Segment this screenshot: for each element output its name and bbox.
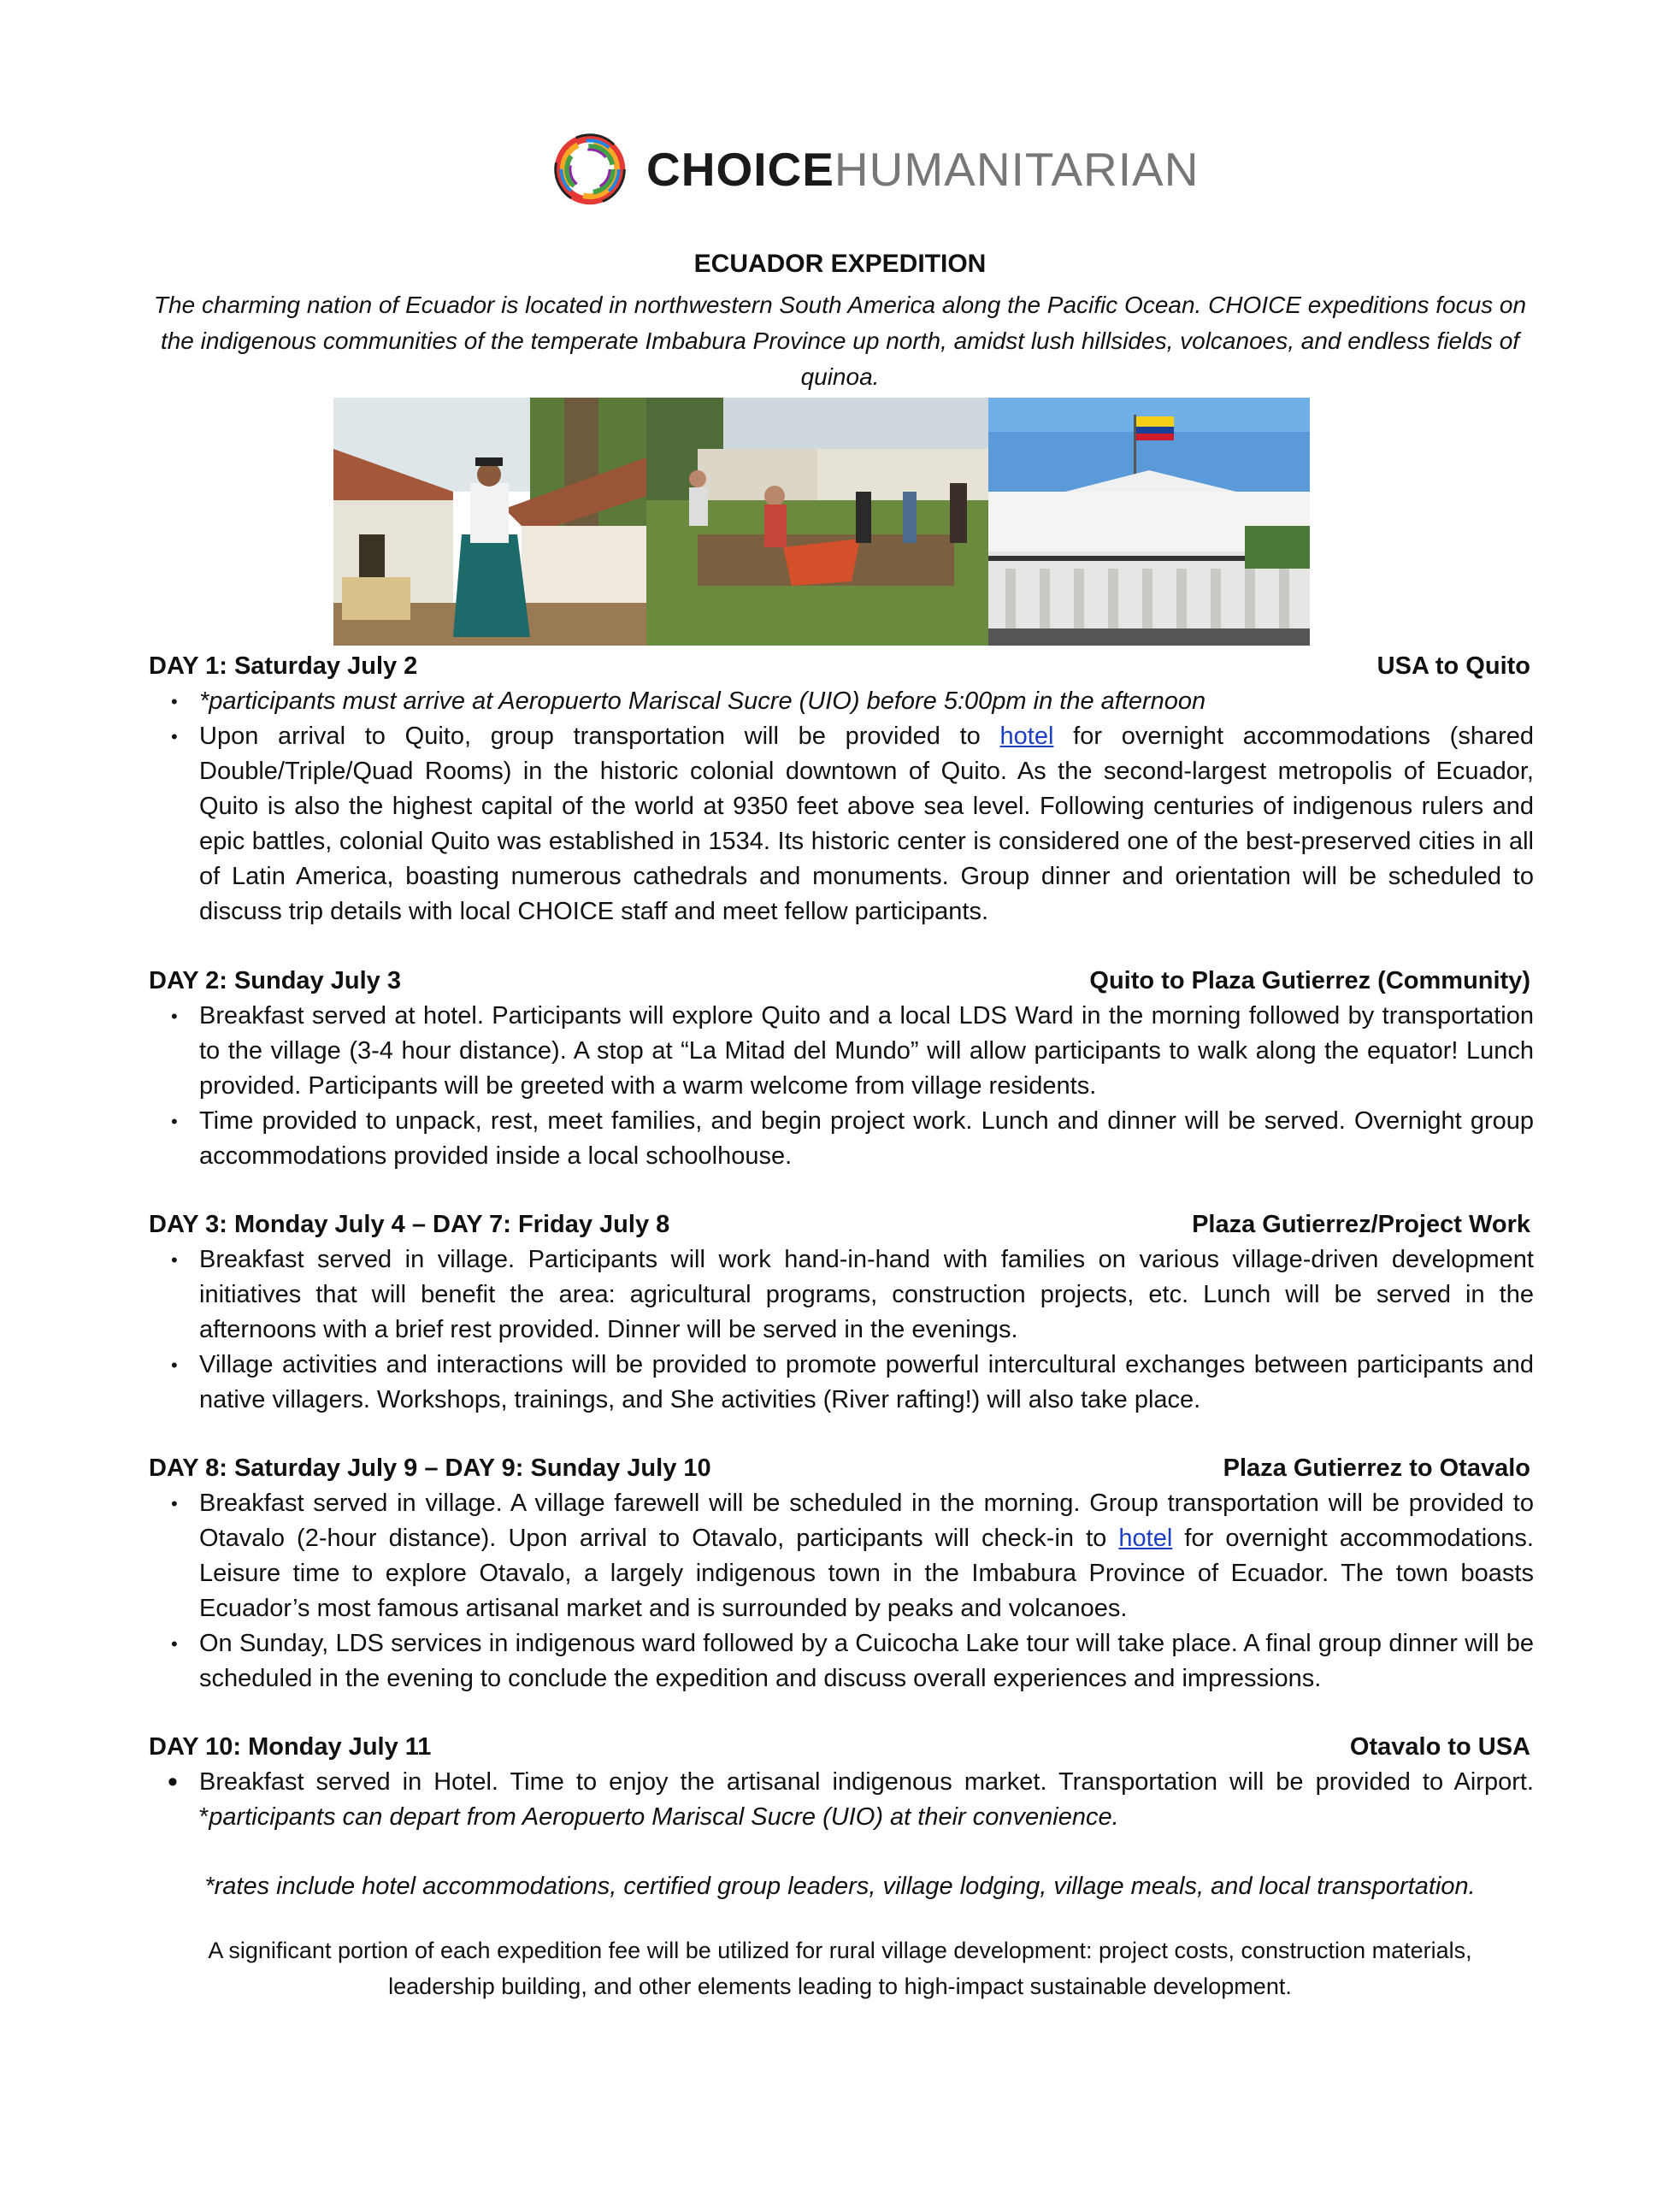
day-title: DAY 2: Sunday July 3 [149,967,401,994]
day-heading [149,1729,1534,1765]
day-title: DAY 10: Monday July 11 [149,1733,432,1761]
list-item [149,719,1534,929]
logo-wordmark-light: HUMANITARIAN [834,143,1200,196]
photo-village-woman [333,398,646,646]
day-route: USA to Quito [1376,652,1530,680]
bullet-icon: • [171,691,178,712]
logo-wordmark [646,142,1199,197]
bullet-text: Breakfast served in Hotel. Time to enjoy the artisanal indigenous market. Transportation will be provided to Airport. * [199,1768,1534,1831]
day-title: DAY 8: Saturday July 9 – DAY 9: Sunday July 10 [149,1454,711,1482]
list-item [149,1626,1534,1696]
day-bullets [149,1242,1534,1418]
list-item [149,999,1534,1104]
bullet-text: Village activities and interactions will be provided to promote powerful intercultural exchanges between participants and native villagers. Workshops, trainings, and She activities (River rafting!) will also take place. [199,1351,1534,1413]
day-route: Plaza Gutierrez/Project Work [1192,1211,1530,1238]
day-1-section [149,648,1534,929]
day-heading [149,1450,1534,1486]
day-bullets [149,684,1534,929]
page-title: ECUADOR EXPEDITION [693,250,987,278]
bullet-text: *participants must arrive at Aeropuerto Mariscal Sucre (UIO) before 5:00pm in the afternoon [199,687,1206,715]
day-2-section [149,963,1534,1174]
list-item [149,1104,1534,1174]
hotel-link[interactable]: hotel [999,723,1054,750]
bullet-text: Breakfast served in village. A village farewell will be scheduled in the morning. Group transportation will be provided to Otavalo (2-hour distance). Upon arrival to Otavalo, participants will check-in to [199,1490,1534,1552]
bullet-text-continued: for overnight accommodations (shared Double/Triple/Quad Rooms) in the historic colonial downtown of Quito. As the second-largest metropolis of Ecuador, Quito is also the highest capital of the world at 9350 feet above sea level. Following centuries of indigenous rulers and epic battles, colonial Quito was established in 1534. Its historic center is considered one of the best-preserved cities in all of Latin America, boasting numerous cathedrals and monuments. Group dinner and orientation will be scheduled to discuss trip details with local CHOICE staff and meet fellow participants. [199,723,1534,925]
list-item [149,1486,1534,1626]
photo-quito-palace [988,398,1310,646]
day-title: DAY 3: Monday July 4 – DAY 7: Friday July 8 [149,1211,670,1238]
bullet-icon: • [171,1111,178,1132]
list-item [149,1765,1534,1835]
bullet-icon: • [171,1354,178,1376]
list-item [149,1348,1534,1418]
day-heading [149,1207,1534,1242]
day-title: DAY 1: Saturday July 2 [149,652,418,680]
photo-strip [333,398,1310,646]
choice-humanitarian-logo [549,127,1199,212]
day-bullets [149,1765,1534,1835]
bullet-text-italic: participants can depart from Aeropuerto Mariscal Sucre (UIO) at their convenience. [209,1803,1119,1831]
bullet-icon: • [171,1249,178,1271]
bullet-text: On Sunday, LDS services in indigenous ward followed by a Cuicocha Lake tour will take place. A final group dinner will be scheduled in the evening to conclude the expedition and discuss overall experiences and impressions. [199,1630,1534,1692]
footer-note: A significant portion of each expedition fee will be utilized for rural village development: project costs, construction materials, leadership building, and other elements leading to high-impact sustainable development. [208,1938,1472,1999]
rates-note: *rates include hotel accommodations, certified group leaders, village lodging, village meals, and local transportation. [204,1873,1476,1900]
bullet-icon: • [171,1006,178,1027]
logo-wordmark-bold: CHOICE [646,143,834,196]
day-bullets [149,1486,1534,1696]
day-route: Plaza Gutierrez to Otavalo [1223,1454,1530,1482]
day-route: Otavalo to USA [1349,1733,1530,1761]
list-item [149,684,1534,719]
photo-project-work [646,398,988,646]
hotel-link[interactable]: hotel [1118,1525,1173,1552]
day-route: Quito to Plaza Gutierrez (Community) [1089,967,1530,994]
bullet-icon: • [168,1766,178,1798]
bullet-text: Breakfast served at hotel. Participants will explore Quito and a local LDS Ward in the morning followed by transportation to the village (3-4 hour distance). A stop at “La Mitad del Mundo” will allow participants to walk along the equator! Lunch provided. Participants will be greeted with a warm welcome from village residents. [199,1002,1534,1100]
day-heading [149,648,1534,684]
bullet-text: Upon arrival to Quito, group transportation will be provided to [199,723,1000,750]
day-bullets [149,999,1534,1174]
bullet-text-continued: for overnight accommodations. Leisure time to explore Otavalo, a largely indigenous town in the Imbabura Province of Ecuador. The town boasts Ecuador’s most famous artisanal market and is surrounded by peaks and volcanoes. [199,1525,1534,1622]
bullet-text: Breakfast served in village. Participants will work hand-in-hand with families on various village-driven development initiatives that will benefit the area: agricultural programs, construction projects, etc. Lunch will be served in the afternoons with a brief rest provided. Dinner will be served in the evenings. [199,1246,1534,1343]
logo-ring-icon [549,128,631,210]
day-8-9-section [149,1450,1534,1696]
bullet-icon: • [171,1493,178,1514]
day-10-section [149,1729,1534,1835]
bullet-icon: • [171,1633,178,1655]
bullet-icon: • [171,726,178,747]
day-heading [149,963,1534,999]
bullet-text: Time provided to unpack, rest, meet families, and begin project work. Lunch and dinner will be served. Overnight group accommodations provided inside a local schoolhouse. [199,1107,1534,1170]
list-item [149,1242,1534,1348]
day-3-7-section [149,1207,1534,1418]
intro-paragraph: The charming nation of Ecuador is located in northwestern South America along the Pacific Ocean. CHOICE expeditions focus on the indigenous communities of the temperate Imbabura Province up north, amidst lush hillsides, volcanoes, and endless fields of quinoa. [153,292,1527,390]
